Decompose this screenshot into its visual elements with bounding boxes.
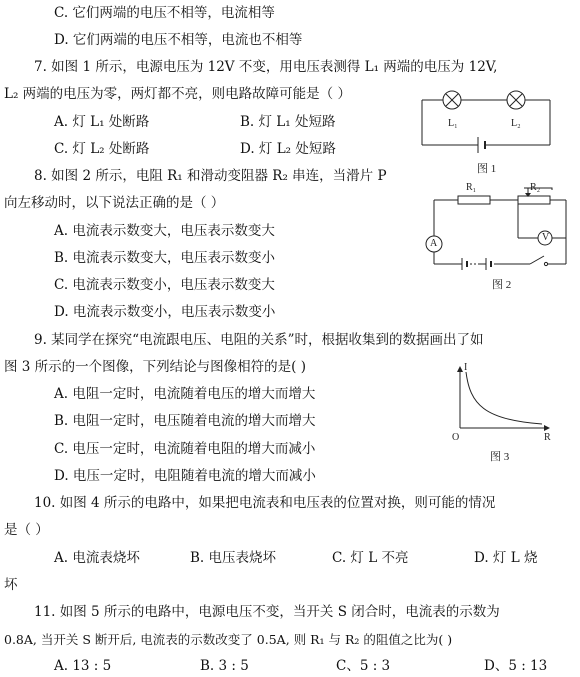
question-10-line2: 是（ ） bbox=[4, 522, 49, 538]
y-axis-label: I bbox=[464, 362, 468, 373]
switch-icon bbox=[530, 256, 548, 266]
resistor-r1-icon bbox=[458, 196, 490, 204]
figure-2-caption: 图 2 bbox=[492, 279, 512, 291]
option-6c: C. 它们两端的电压不相等，电流相等 bbox=[54, 5, 275, 21]
option-11a: A. 13 : 5 bbox=[54, 658, 112, 674]
option-10a: A. 电流表烧坏 bbox=[54, 550, 140, 566]
question-9-line1: 9. 某同学在探究“电流跟电压、电阻的关系”时，根据收集到的数据画出了如 bbox=[34, 332, 484, 348]
option-10d: D. 灯 L 烧 bbox=[474, 550, 538, 566]
question-10-line1: 10. 如图 4 所示的电路中，如果把电流表和电压表的位置对换，则可能的情况 bbox=[34, 495, 496, 511]
option-10c: C. 灯 L 不亮 bbox=[332, 550, 409, 566]
question-7-line1: 7. 如图 1 所示，电源电压为 12V 不变，用电压表测得 L₁ 两端的电压为 12V, bbox=[34, 59, 498, 75]
rheostat-r2-label: R₂ bbox=[530, 182, 541, 193]
question-11-line2: 0.8A, 当开关 S 断开后, 电流表的示数改变了 0.5A, 则 R₁ 与 R₂ 的阻值之比为( ) bbox=[4, 632, 453, 647]
resistor-r1-label: R₁ bbox=[466, 182, 477, 193]
option-8a: A. 电流表示数变大，电压表示数变大 bbox=[54, 223, 275, 239]
question-8-line1: 8. 如图 2 所示，电阻 R₁ 和滑动变阻器 R₂ 串连，当滑片 P bbox=[34, 168, 387, 184]
option-7b: B. 灯 L₁ 处短路 bbox=[240, 114, 336, 130]
option-8c: C. 电流表示数变小，电压表示数变大 bbox=[54, 277, 275, 293]
option-7d: D. 灯 L₂ 处短路 bbox=[240, 141, 336, 157]
origin-label: O bbox=[452, 432, 460, 443]
option-11b: B. 3 : 5 bbox=[200, 658, 249, 674]
option-10d-continued: 坏 bbox=[4, 577, 18, 593]
x-axis-label: R bbox=[544, 432, 551, 443]
figure-1-caption: 图 1 bbox=[477, 163, 497, 175]
battery-icon bbox=[478, 137, 485, 153]
option-9d: D. 电压一定时，电阻随着电流的增大而减小 bbox=[54, 468, 316, 484]
option-8d: D. 电流表示数变小，电压表示数变小 bbox=[54, 304, 276, 320]
y-axis-arrow-icon bbox=[457, 366, 463, 372]
question-8-line2: 向左移动时，以下说法正确的是（ ） bbox=[4, 195, 225, 211]
rheostat-r2-icon bbox=[518, 196, 550, 204]
option-11c: C、5 : 3 bbox=[336, 658, 391, 674]
option-6d: D. 它们两端的电压不相等，电流也不相等 bbox=[54, 32, 303, 48]
option-9c: C. 电压一定时，电流随着电阻的增大而减小 bbox=[54, 441, 316, 457]
figure-3-caption: 图 3 bbox=[490, 451, 510, 463]
question-7-line2: L₂ 两端的电压为零，两灯都不亮，则电路故障可能是（ ） bbox=[4, 86, 351, 102]
question-9-line2: 图 3 所示的一个图像，下列结论与图像相符的是( ) bbox=[4, 359, 306, 375]
inverse-curve bbox=[466, 372, 542, 424]
ammeter-label: A bbox=[430, 238, 438, 249]
voltmeter-label: V bbox=[542, 232, 550, 243]
question-11-line1: 11. 如图 5 所示的电路中，电源电压不变，当开关 S 闭合时，电流表的示数为 bbox=[34, 604, 500, 620]
lamp-l1-icon bbox=[443, 91, 461, 109]
figure-3-graph bbox=[452, 366, 552, 436]
figure-1-circuit bbox=[412, 88, 562, 158]
option-10b: B. 电压表烧坏 bbox=[190, 550, 277, 566]
lamp-l2-icon bbox=[507, 91, 525, 109]
figure-2-circuit bbox=[420, 188, 578, 288]
lamp-l2-label: L₂ bbox=[511, 118, 521, 129]
lamp-l1-label: L₁ bbox=[448, 118, 458, 129]
option-11d: D、5 : 13 bbox=[484, 658, 548, 674]
option-8b: B. 电流表示数变大，电压表示数变小 bbox=[54, 250, 276, 266]
option-9b: B. 电阻一定时，电压随着电流的增大而增大 bbox=[54, 413, 316, 429]
battery-icon bbox=[462, 258, 491, 270]
option-7c: C. 灯 L₂ 处断路 bbox=[54, 141, 150, 157]
option-9a: A. 电阻一定时，电流随着电压的增大而增大 bbox=[54, 386, 316, 402]
option-7a: A. 灯 L₁ 处断路 bbox=[54, 114, 150, 130]
x-axis-arrow-icon bbox=[544, 425, 550, 431]
